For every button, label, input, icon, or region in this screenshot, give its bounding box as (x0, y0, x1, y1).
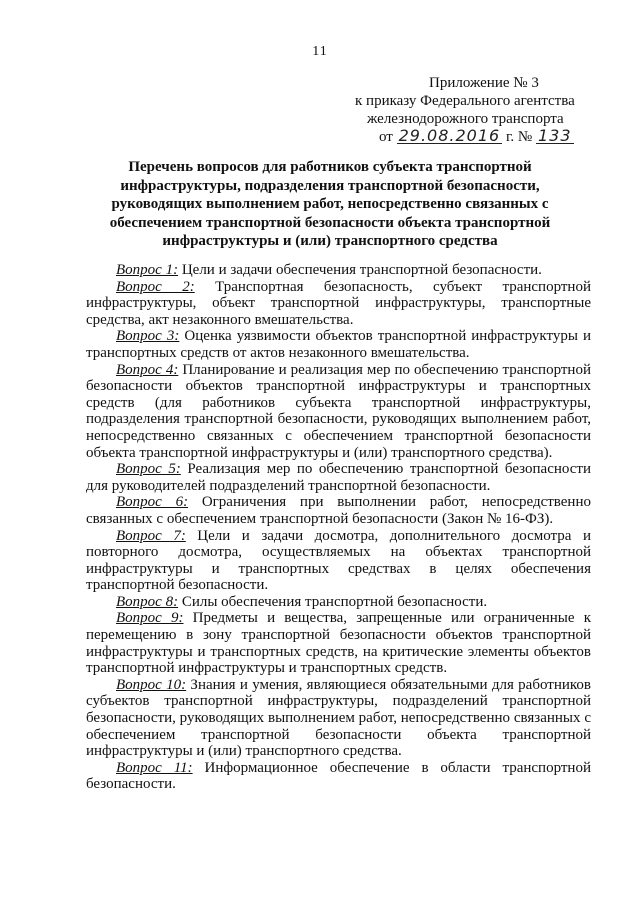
question-label: Вопрос 6: (116, 494, 189, 511)
question-item (86, 528, 591, 594)
appendix-header (355, 74, 605, 146)
number-prefix: г. № (505, 129, 533, 145)
appendix-title: Приложение № 3 (429, 75, 539, 91)
question-item (86, 610, 591, 676)
question-text: Реализация мер по обеспечению транспортной безопасности для руководителей подразделений транспортной безопасности. (86, 461, 591, 494)
question-text: Силы обеспечения транспортной безопасности. (178, 593, 488, 610)
document-title: Перечень вопросов для работников субъекта транспортной инфраструктуры, подразделения транспортной безопасности, руководящих выполнением работ, непосредственно связанных с обеспечением транспортной безопасности объекта транспортной инфраструктуры и (или) транспортного средства (109, 159, 551, 249)
question-label: Вопрос 10: (116, 676, 187, 693)
question-item (86, 760, 591, 793)
question-label: Вопрос 7: (116, 527, 186, 544)
question-text: Планирование и реализация мер по обеспечению транспортной безопасности объектов транспортной инфраструктуры и транспортных средств (для работников субъекта транспортной инфраструктуры, подразделения транспортной безопасности, руководящих выполнением работ, непосредственно связанных с обеспечением транспортной безопасности объекта транспортной инфраструктуры и (или) транспортного средства). (86, 361, 591, 461)
question-text: Ограничения при выполнении работ, непосредственно связанных с обеспечением транспортной безопасности (Закон № 16-ФЗ). (86, 494, 591, 527)
question-text: Оценка уязвимости объектов транспортной инфраструктуры и транспортных средств от актов незаконного вмешательства. (86, 328, 591, 361)
question-text: Транспортная безопасность, субъект транспортной инфраструктуры, объект транспортной инфраструктуры, транспортные средства, акт незаконного вмешательства. (86, 278, 591, 328)
appendix-date-line (355, 128, 605, 146)
question-item (86, 328, 591, 361)
question-label: Вопрос 2: (116, 278, 195, 295)
question-item (86, 494, 591, 527)
question-text: Предметы и вещества, запрещенные или ограниченные к перемещению в зону транспортной безопасности объектов транспортной инфраструктуры и транспортных средств, на критические элементы объектов транспортной инфраструктуры и транспортных средств. (86, 610, 591, 677)
question-label: Вопрос 5: (116, 461, 181, 478)
question-text: Цели и задачи обеспечения транспортной безопасности. (178, 262, 542, 278)
question-text: Информационное обеспечение в области транспортной безопасности. (86, 759, 591, 793)
question-label: Вопрос 4: (116, 361, 179, 378)
question-label: Вопрос 8: (116, 593, 179, 610)
appendix-order-ref: к приказу Федерального агентства (355, 93, 575, 109)
question-item (86, 262, 591, 279)
appendix-agency: железнодорожного транспорта (367, 111, 564, 127)
question-label: Вопрос 1: (116, 262, 179, 278)
question-label: Вопрос 9: (116, 610, 184, 627)
question-item (86, 362, 591, 462)
handwritten-order-number: 133 (538, 126, 572, 145)
question-label: Вопрос 11: (116, 759, 193, 776)
question-item (86, 594, 591, 611)
question-item (86, 461, 591, 494)
handwritten-date: 29.08.2016 (398, 126, 501, 145)
page-number: 11 (312, 44, 328, 59)
date-prefix: от (379, 129, 393, 145)
question-item (86, 677, 591, 760)
question-label: Вопрос 3: (116, 328, 180, 345)
question-item (86, 279, 591, 329)
questions-list (86, 262, 591, 793)
question-text: Цели и задачи досмотра, дополнительного досмотра и повторного досмотра, осуществляемых на объектах транспортной инфраструктуры и транспортных средствах в целях обеспечения транспортной безопасности. (86, 527, 591, 594)
question-text: Знания и умения, являющиеся обязательными для работников субъектов транспортной инфраструктуры, подразделений транспортной безопасности, руководящих выполнением работ, непосредственно связанных с обеспечением транспортной безопасности объекта транспортной инфраструктуры и (или) транспортного средства. (86, 676, 591, 760)
